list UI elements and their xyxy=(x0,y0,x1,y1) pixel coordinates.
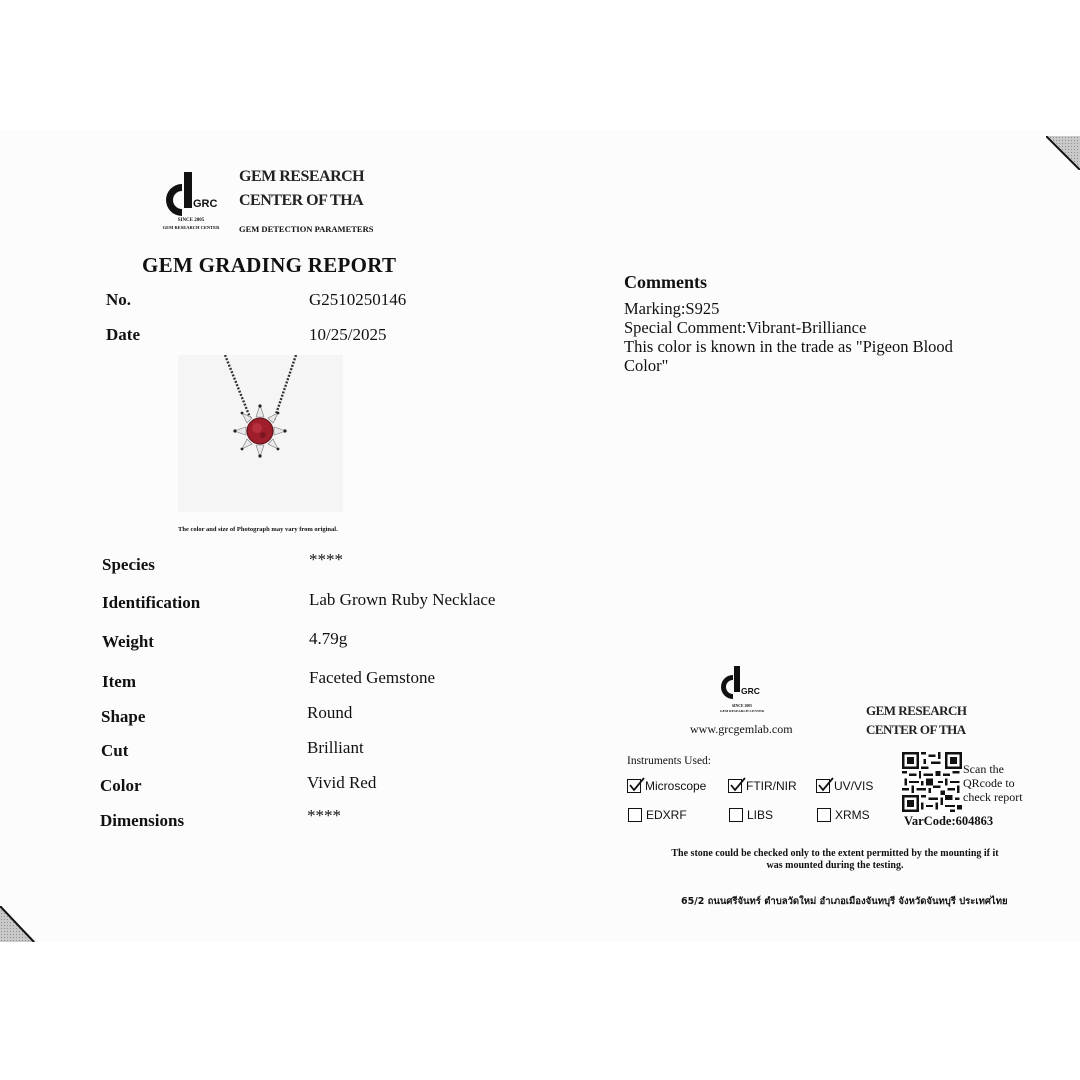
field-label-weight: Weight xyxy=(102,632,154,651)
mounting-disclaimer xyxy=(650,848,1020,872)
field-value-shape: Round xyxy=(307,703,353,722)
comment-color-note-2: Color" xyxy=(624,356,669,375)
ruby-necklace-image xyxy=(178,355,343,512)
instrument-label: Microscope xyxy=(645,779,707,793)
corner-mount-bottom-left xyxy=(0,906,36,942)
grc-mark-text: GRC xyxy=(193,198,218,210)
checkbox-checked-icon xyxy=(627,779,641,793)
grc-mark-text: GRC xyxy=(741,686,760,696)
footer-brand-line2: CENTER OF THA xyxy=(866,722,966,737)
checkbox-unchecked-icon xyxy=(628,808,642,822)
header-subtitle: GEM DETECTION PARAMETERS xyxy=(239,224,374,234)
report-date-label: Date xyxy=(106,325,140,344)
instrument-label: LIBS xyxy=(747,808,774,822)
instrument-label: EDXRF xyxy=(646,808,687,822)
field-value-item: Faceted Gemstone xyxy=(309,668,436,687)
logo-org: GEM RESEARCH CENTER xyxy=(162,225,220,230)
field-label-shape: Shape xyxy=(101,707,146,726)
field-label-species: Species xyxy=(102,555,155,574)
instrument-xrms xyxy=(817,808,870,822)
field-value-weight: 4.79g xyxy=(309,629,348,648)
corner-mount-top-right xyxy=(1046,136,1080,170)
comments-heading: Comments xyxy=(624,272,707,292)
instruments-heading: Instruments Used: xyxy=(627,755,712,767)
qr-code-icon[interactable] xyxy=(902,752,962,812)
instrument-label: XRMS xyxy=(835,808,870,822)
comment-marking: Marking:S925 xyxy=(624,299,720,318)
comment-special: Special Comment:Vibrant-Brilliance xyxy=(624,318,867,337)
field-label-identification: Identification xyxy=(102,593,201,612)
field-value-species: **** xyxy=(309,550,343,569)
field-label-color: Color xyxy=(100,776,142,795)
gem-photo xyxy=(178,355,343,512)
comment-color-note-1: This color is known in the trade as "Pigeon Blood xyxy=(624,337,953,356)
grc-mark-icon xyxy=(152,172,230,216)
report-date-value: 10/25/2025 xyxy=(309,325,387,344)
brand-name-line2: CENTER OF THA xyxy=(239,192,364,209)
qr-instruction-line3: check report xyxy=(963,790,1023,804)
logo-org: GEM RESEARCH CENTER xyxy=(719,709,765,713)
instrument-ftir-nir xyxy=(728,779,797,793)
footer-brand-line1: GEM RESEARCH xyxy=(866,703,967,718)
field-value-color: Vivid Red xyxy=(307,773,377,792)
report-number-value: G2510250146 xyxy=(309,290,407,309)
checkbox-checked-icon xyxy=(728,779,742,793)
checkbox-unchecked-icon xyxy=(729,808,743,822)
instrument-uv-vis xyxy=(816,779,873,793)
photo-caption: The color and size of Photograph may vary from original. xyxy=(178,526,338,533)
field-value-cut: Brilliant xyxy=(307,738,364,757)
field-label-item: Item xyxy=(102,672,136,691)
field-label-dimensions: Dimensions xyxy=(100,811,185,830)
lab-address: 65/2 ถนนศรีจันทร์ ตำบลวัดใหม่ อำเภอเมืองจันทบุรี จังหวัดจันทบุรี ประเทศไทย xyxy=(681,896,1008,907)
footer-grc-logo xyxy=(714,666,770,722)
grc-logo xyxy=(152,172,230,234)
website-link[interactable]: www.grcgemlab.com xyxy=(690,722,793,736)
report-number-label: No. xyxy=(106,290,132,309)
report-title: GEM GRADING REPORT xyxy=(142,253,397,277)
qr-instruction-line2: QRcode to xyxy=(963,776,1015,790)
instrument-label: UV/VIS xyxy=(834,779,874,793)
instrument-label: FTIR/NIR xyxy=(746,779,797,793)
checkbox-unchecked-icon xyxy=(817,808,831,822)
field-value-dimensions: **** xyxy=(307,806,341,825)
disclaimer-line1: The stone could be checked only to the extent permitted by the mounting if it xyxy=(671,848,999,859)
verification-code: VarCode:604863 xyxy=(904,814,994,828)
instrument-microscope xyxy=(627,779,706,793)
logo-since: SINCE 2005 xyxy=(177,218,205,223)
instrument-libs xyxy=(729,808,773,822)
checkbox-checked-icon xyxy=(816,779,830,793)
field-value-identification: Lab Grown Ruby Necklace xyxy=(309,590,496,609)
field-label-cut: Cut xyxy=(101,741,129,760)
instrument-edxrf xyxy=(628,808,687,822)
disclaimer-line2: was mounted during the testing. xyxy=(766,860,904,871)
logo-since: SINCE 2005 xyxy=(731,704,753,708)
brand-name-line1: GEM RESEARCH xyxy=(239,168,365,185)
qr-instruction-line1: Scan the xyxy=(963,762,1004,776)
